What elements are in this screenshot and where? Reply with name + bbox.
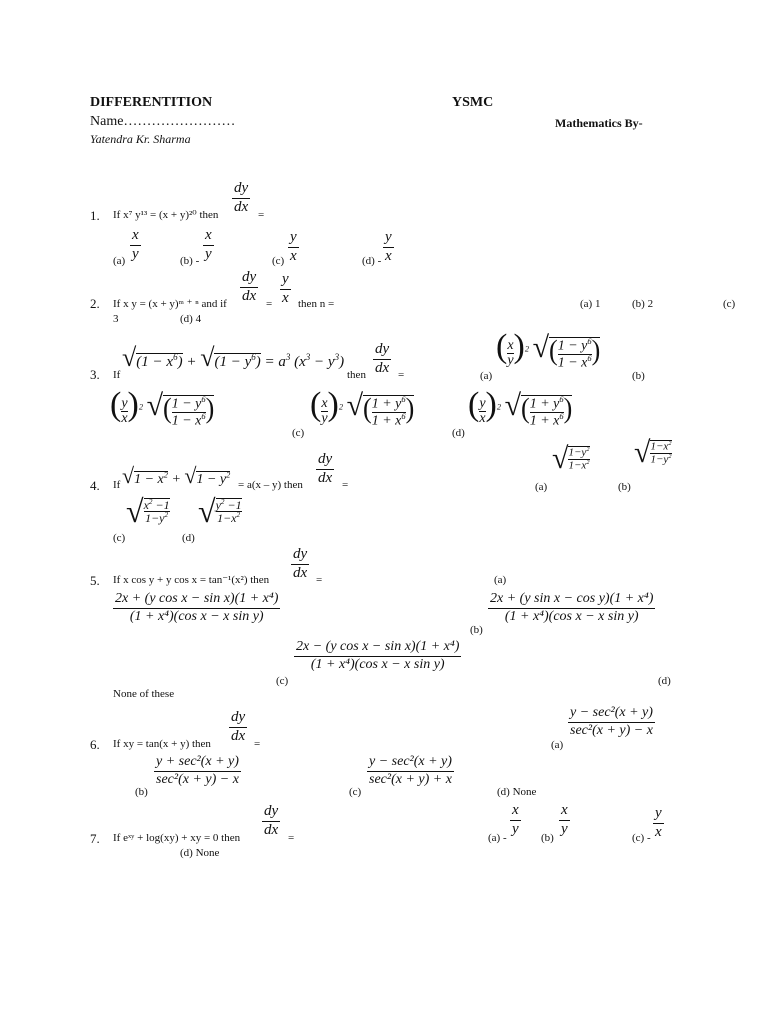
then-word: then [347, 369, 366, 381]
option-a-label: (a) [113, 255, 126, 267]
option-c-label: (c) [292, 427, 305, 439]
option-c-expression: $\frac{\text{2x − (y cos x − sin x)(1 + x⁴)}}{\text{(1 + x⁴)(cos x − x sin y)}}$ [296, 639, 460, 672]
option-a-label: (a) [551, 739, 564, 751]
option-c-value: 3 [113, 313, 119, 325]
dydx-fraction: $\frac{dy}{dx}$ [293, 546, 308, 581]
option-a-expression: $\frac{\text{2x + (y cos x − sin x)(1 + x⁴)}}{\text{(1 + x⁴)(cos x − x sin y)}}$ [115, 591, 279, 624]
question-number: 6. [90, 737, 100, 752]
question-number: 2. [90, 296, 100, 311]
equals-sign: = [266, 298, 273, 310]
option-a-label: (a) [480, 370, 493, 382]
option-a-label: (a) [535, 481, 548, 493]
option-a-expression: √ $\frac{1-y^2}{1-x^2}$ [552, 442, 590, 475]
option-c-fraction: $\frac{y}{x}$ [655, 805, 662, 840]
name-field-label: Name…………………… [90, 114, 236, 129]
dydx-fraction: $\frac{dy}{dx}$ [231, 709, 246, 744]
option-c-label: (c) [276, 675, 289, 687]
option-c-label: (c) [349, 786, 362, 798]
option-c-expression: √ $\frac{x^2 -1}{1-y^2}$ [126, 493, 170, 529]
question-stem: If eˣʸ + log(xy) + xy = 0 then [113, 832, 241, 844]
option-c-label: (c) [723, 298, 736, 310]
option-b-expression: $\frac{\text{2x + (y sin x − cos y)(1 + x⁴)}}{\text{(1 + x⁴)(cos x − x sin y)}}$ [490, 591, 654, 624]
question-stem: If xy = tan(x + y) then [113, 738, 211, 750]
author-label: Mathematics By- [555, 116, 643, 130]
option-b-fraction: $\frac{x}{y}$ [205, 227, 212, 262]
option-b-expression: y + sec²(x + y) sec²(x + y) − x [156, 754, 239, 787]
option-d-label: (d) [452, 427, 465, 439]
dydx-fraction: $\frac{dy}{dx}$ [264, 803, 279, 838]
option-b-expression: √ $\frac{1-x^2}{1-y^2}$ [634, 436, 672, 469]
option-c-expression: ( $\frac{x}{y}$ )$^2$ √ ( $1 + y^6$ $1 + x^6$ ) [310, 386, 415, 429]
option-b: (b) 2 [632, 298, 654, 310]
option-d-label: (d) [182, 532, 195, 544]
question-number: 7. [90, 831, 100, 846]
dydx-fraction: $\frac{dy}{dx}$ [318, 451, 333, 486]
option-a-label: (a) - [488, 832, 507, 844]
option-a-fraction: $\frac{x}{y}$ [132, 227, 139, 262]
option-b-label: (b) [135, 786, 148, 798]
dydx-fraction: $\frac{dy}{dx}$ [242, 269, 257, 304]
question-4-equation: $√1 - x^2 + √1 - y^2$ [122, 463, 231, 488]
option-c-label: (c) - [632, 832, 651, 844]
option-d-fraction: $\frac{y}{x}$ [385, 229, 392, 264]
option-b-expression: ( $\frac{y}{x}$ )$^2$ √ ( $1 - y^6$ $1 - x^6$ ) [110, 386, 215, 429]
question-number: 3. [90, 367, 100, 382]
question-stem: If x cos y + y cos x = tan⁻¹(x²) then [113, 574, 270, 586]
worksheet-title: DIFFERENTITION [90, 95, 213, 110]
option-a-expression: ( $\frac{x}{y}$ )$^2$ √ ( $1 - y^6$ $1 - x^6$ ) [496, 328, 601, 371]
option-d-expression: ( $\frac{y}{x}$ )$^2$ √ ( $1 + y^6$ $1 + x^6$ ) [468, 386, 573, 429]
option-a-expression: y − sec²(x + y) sec²(x + y) − x [570, 705, 653, 738]
question-stem: If x y = (x + y)ᵐ ⁺ ⁿ and if [113, 298, 227, 310]
equals-sign: = [254, 738, 261, 750]
equals-sign: = [258, 209, 265, 221]
option-c-label: (c) [272, 255, 285, 267]
question-number: 5. [90, 573, 100, 588]
option-b-label: (b) - [180, 255, 200, 267]
question-middle: = a(x – y) then [238, 479, 303, 491]
equals-sign: = [342, 479, 349, 491]
option-d-label: (d) - [362, 255, 382, 267]
option-c-expression: y − sec²(x + y) sec²(x + y) + x [369, 754, 452, 787]
option-a-label: (a) [494, 574, 507, 586]
equals-sign: = [316, 574, 323, 586]
question-3-equation: $√(1 - x^6) + √(1 - y^6) = a^3$ $(x^3 - y^3)$ [122, 343, 345, 372]
question-stem: If [113, 369, 121, 381]
option-c-fraction: $\frac{y}{x}$ [290, 229, 297, 264]
option-b-label: (b) [632, 370, 645, 382]
option-c-label: (c) [113, 532, 126, 544]
option-b-label: (b) [470, 624, 483, 636]
option-d-expression: √ $\frac{y^2 -1}{1-x^2}$ [198, 493, 242, 529]
dydx-fraction: $\frac{dy}{dx}$ [234, 180, 249, 215]
option-d: (d) None [180, 847, 220, 859]
option-b-fraction: $\frac{x}{y}$ [561, 802, 568, 837]
question-number: 1. [90, 208, 100, 223]
option-d-text: None of these [113, 688, 175, 700]
option-d: (d) 4 [180, 313, 202, 325]
question-stem: If x⁷ y¹³ = (x + y)²⁰ then [113, 209, 219, 221]
option-b-label: (b) [541, 832, 554, 844]
question-number: 4. [90, 478, 100, 493]
dydx-fraction: $\frac{dy}{dx}$ [375, 341, 390, 376]
equals-sign: = [288, 832, 295, 844]
question-tail: then n = [298, 298, 335, 310]
y-over-x-fraction: $\frac{y}{x}$ [282, 271, 289, 306]
option-a-fraction: $\frac{x}{y}$ [512, 802, 519, 837]
question-stem: If [113, 479, 121, 491]
school-name: YSMC [452, 95, 494, 110]
option-a: (a) 1 [580, 298, 601, 310]
author-name: Yatendra Kr. Sharma [90, 132, 191, 146]
option-d-label: (d) [658, 675, 671, 687]
option-b-label: (b) [618, 481, 631, 493]
option-d: (d) None [497, 786, 537, 798]
equals-sign: = [398, 369, 405, 381]
